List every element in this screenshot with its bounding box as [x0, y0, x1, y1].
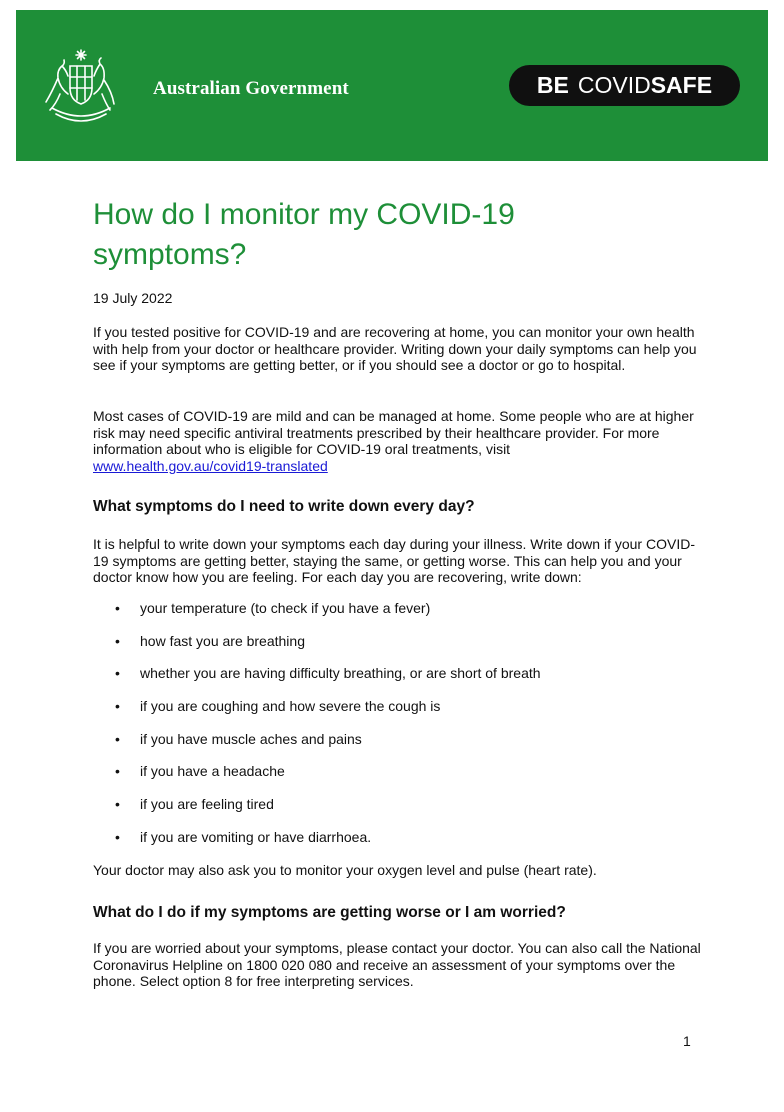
bullet-icon: • [115, 763, 120, 780]
list-item [93, 599, 541, 632]
list-item [93, 828, 541, 861]
page-number: 1 [683, 1033, 691, 1049]
list-item [93, 795, 541, 828]
symptom-text: your temperature (to check if you have a fever) [140, 600, 431, 616]
intro-paragraph-2-text: Most cases of COVID-19 are mild and can be managed at home. Some people who are at higher risk may need specific antiviral treatments prescribed by their healthcare provider. For more information about who is eligible for COVID-19 oral treatments, visit [93, 408, 694, 457]
coat-of-arms-icon [42, 48, 120, 126]
health-website-link[interactable]: www.health.gov.au/covid19-translated [93, 457, 328, 474]
bullet-icon: • [115, 632, 120, 649]
symptom-text: how fast you are breathing [140, 632, 305, 649]
symptoms-intro-paragraph: It is helpful to write down your symptoms each day during your illness. Write down if your COVID-19 symptoms are getting better, staying the same, or getting worse. This can help you and your doctor know how you are feeling. For each day you are recovering, write down: [93, 536, 695, 585]
campaign-safe: SAFE [650, 72, 713, 98]
list-item [93, 697, 541, 730]
symptom-list [93, 599, 541, 861]
intro-paragraph-2 [93, 408, 703, 474]
oxygen-paragraph: Your doctor may also ask you to monitor your oxygen level and pulse (heart rate). [93, 862, 597, 878]
section-heading-worse: What do I do if my symptoms are getting worse or I am worried? [93, 904, 566, 921]
section-heading-symptoms: What symptoms do I need to write down every day? [93, 498, 475, 515]
symptom-text: whether you are having difficulty breathing, or are short of breath [140, 665, 541, 682]
bullet-icon: • [115, 796, 120, 813]
bullet-icon: • [115, 600, 120, 616]
list-item [93, 664, 541, 697]
be-covidsafe-logo [509, 65, 740, 106]
bullet-icon: • [115, 698, 120, 715]
bullet-icon: • [115, 665, 120, 682]
worried-paragraph: If you are worried about your symptoms, please contact your doctor. You can also call the National Coronavirus Helpline on 1800 020 080 and receive an assessment of your symptoms over the phone. Select option 8 for free interpreting services. [93, 940, 701, 989]
symptom-text: if you are feeling tired [140, 796, 274, 813]
symptom-text: if you have a headache [140, 763, 285, 780]
government-name: Australian Government [153, 78, 349, 99]
campaign-be: BE [536, 72, 569, 98]
list-item [93, 762, 541, 795]
symptom-text: if you have muscle aches and pains [140, 730, 362, 747]
list-item [93, 730, 541, 763]
intro-paragraph-1: If you tested positive for COVID-19 and are recovering at home, you can monitor your own health with help from your doctor or healthcare provider. Writing down your daily symptoms can help you see if your symptoms are getting better, or if you should see a doctor or go to hospital. [93, 324, 697, 373]
symptom-text: if you are vomiting or have diarrhoea. [140, 828, 372, 845]
symptom-text: if you are coughing and how severe the cough is [140, 698, 441, 715]
header-banner [16, 10, 768, 161]
campaign-covid: COVID [577, 72, 651, 98]
bullet-icon: • [115, 828, 120, 845]
bullet-icon: • [115, 730, 120, 747]
page-title: How do I monitor my COVID-19 symptoms? [93, 198, 515, 271]
publish-date: 19 July 2022 [93, 290, 173, 306]
list-item [93, 632, 541, 665]
